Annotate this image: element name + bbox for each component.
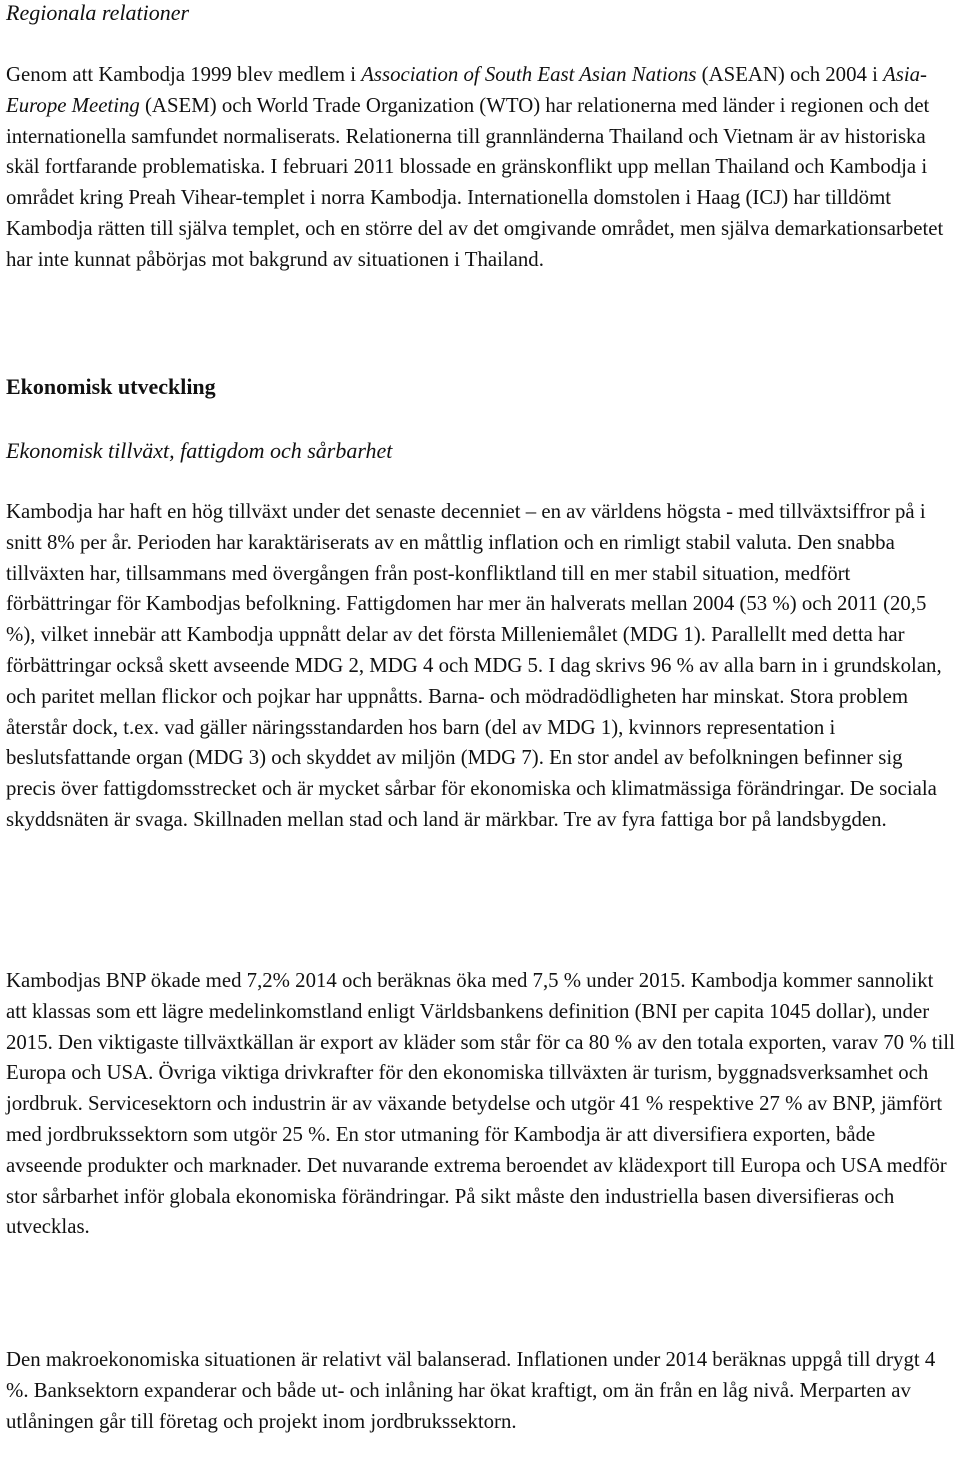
organization-name-asean: Association of South East Asian Nations xyxy=(361,63,697,86)
paragraph-regional-relations xyxy=(6,60,956,276)
organization-name-asem: Asia-Europe Meeting xyxy=(6,63,927,117)
paragraph-segment: (ASEM) och World Trade Organization (WTO) har relationerna med länder i regionen och det internationella samfundet normaliserats. Relationerna till grannländerna Thailand och Vietnam är av historiska skäl fortfarande problematiska. I februari 2011 blossade en gränskonflikt upp mellan Thailand och Kambodja i området kring Preah Vihear-templet i norra Kambodja. Internationella domstolen i Haag (ICJ) har tilldömt Kambodja rätten till själva templet, och en större del av det omgivande området, men själva demarkationsarbetet har inte kunnat påbörjas mot bakgrund av situationen i Thailand. xyxy=(6,93,944,271)
subsection-heading-growth-poverty: Ekonomisk tillväxt, fattigdom och sårbarhet xyxy=(6,438,393,463)
paragraph-growth-poverty: Kambodja har haft en hög tillväxt under det senaste decenniet – en av världens högsta - med tillväxtsiffror på i snitt 8% per år. Perioden har karaktäriserats av en måttlig inflation och en rimligt stabil valuta. Den snabba tillväxten har, tillsammans med övergången från post-konfliktland till en mer stabil situation, medfört förbättringar för Kambodjas befolkning. Fattigdomen har mer än halverats mellan 2004 (53 %) och 2011 (20,5 %), vilket innebär att Kambodja uppnått delar av det första Milleniemålet (MDG 1). Parallellt med detta har förbättringar också skett avseende MDG 2, MDG 4 och MDG 5. I dag skrivs 96 % av alla barn in i grundskolan, och paritet mellan flickor och pojkar har uppnåtts. Barna- och mödradödligheten har minskat. Stora problem återstår dock, t.ex. vad gäller näringsstandarden hos barn (del av MDG 1), kvinnors representation i beslutsfattande organ (MDG 3) och skyddet av miljön (MDG 7). En stor andel av befolkningen befinner sig precis över fattigdomsstrecket och är mycket sårbar för ekonomiska och klimatmässiga förändringar. De sociala skyddsnäten är svaga. Skillnaden mellan stad och land är märkbar. Tre av fyra fattiga bor på landsbygden. xyxy=(6,500,942,831)
section-heading-regional-relations: Regionala relationer xyxy=(6,0,190,25)
paragraph-segment: (ASEAN) och 2004 i xyxy=(696,63,884,86)
section-heading-economic-development: Ekonomisk utveckling xyxy=(6,374,216,399)
paragraph-gdp: Kambodjas BNP ökade med 7,2% 2014 och beräknas öka med 7,5 % under 2015. Kambodja kommer sannolikt att klassas som ett lägre medelinkomstland enligt Världsbankens definition (BNI per capita 1045 dollar), under 2015. Den viktigaste tillväxtkällan är export av kläder som står för ca 80 % av den totala exporten, varav 70 % till Europa och USA. Övriga viktiga drivkrafter för den ekonomiska tillväxten är turism, byggnadsverksamhet och jordbruk. Servicesektorn och industrin är av växande betydelse och utgör 41 % respektive 27 % av BNP, jämfört med jordbrukssektorn som utgör 25 %. En stor utmaning för Kambodja är att diversifiera exporten, både avseende produkter och marknader. Det nuvarande extrema beroendet av klädexport till Europa och USA medför stor sårbarhet inför globala ekonomiska förändringar. På sikt måste den industriella basen diversifieras och utvecklas. xyxy=(6,969,955,1239)
paragraph-segment: Genom att Kambodja 1999 blev medlem i xyxy=(6,63,362,86)
paragraph-macroeconomics: Den makroekonomiska situationen är relativt väl balanserad. Inflationen under 2014 beräknas uppgå till drygt 4 %. Banksektorn expanderar och både ut- och inlåning har ökat kraftigt, om än från en låg nivå. Merparten av utlåningen går till företag och projekt inom jordbrukssektorn. xyxy=(6,1348,936,1433)
